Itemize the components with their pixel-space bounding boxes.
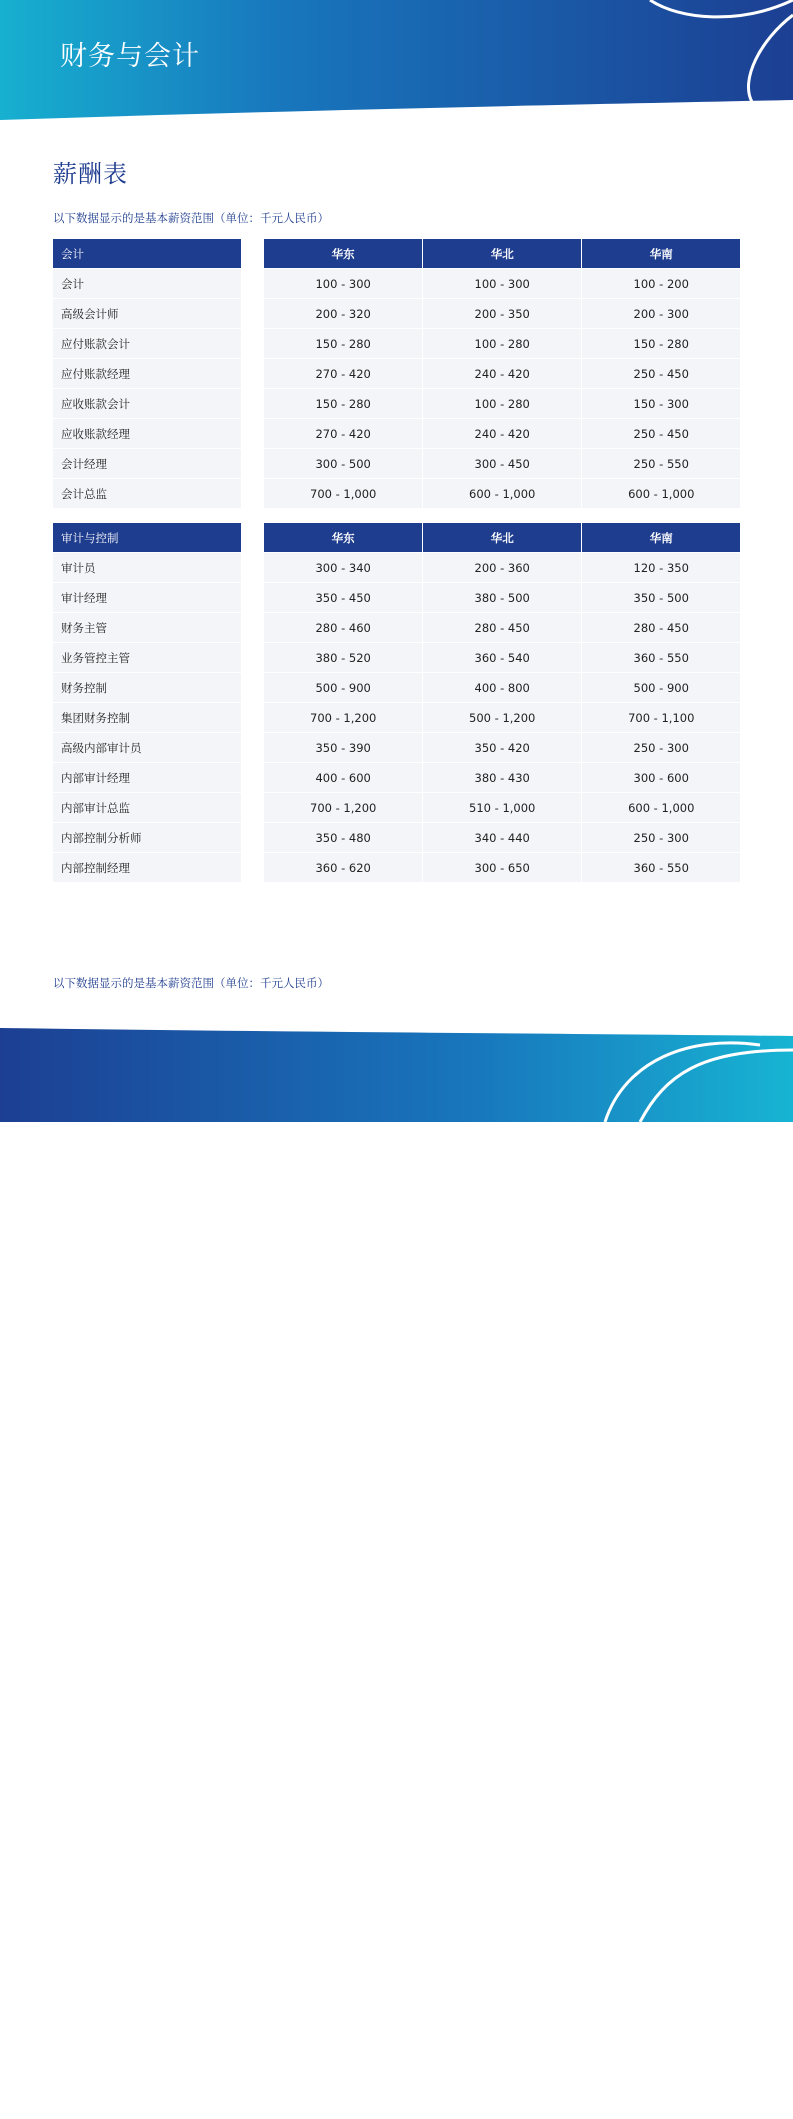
salary-east-cell: 700 - 1,200 [264,702,422,732]
salary-east-cell: 380 - 520 [264,642,422,672]
job-title-cell: 集团财务控制 [53,702,241,732]
salary-east-cell: 400 - 600 [264,762,422,792]
salary-south-cell: 250 - 450 [582,358,740,388]
job-title-cell: 审计员 [53,552,241,582]
table-row [53,822,740,852]
job-title-cell: 会计经理 [53,448,241,478]
column-header-north: 华北 [423,239,582,268]
table-row [53,612,740,642]
salary-table-accounting [53,239,740,508]
salary-north-cell: 100 - 280 [423,388,582,418]
table-row [53,732,740,762]
salary-south-cell: 500 - 900 [582,672,740,702]
job-title-cell: 财务控制 [53,672,241,702]
salary-north-cell: 240 - 420 [423,358,582,388]
salary-north-cell: 360 - 540 [423,642,582,672]
footer-banner [0,1020,793,2119]
salary-south-cell: 250 - 550 [582,448,740,478]
salary-north-cell: 100 - 280 [423,328,582,358]
job-title-cell: 会计总监 [53,478,241,508]
salary-north-cell: 200 - 360 [423,552,582,582]
job-title-cell: 应收账款会计 [53,388,241,418]
salary-east-cell: 700 - 1,200 [264,792,422,822]
table-row [53,448,740,478]
table-row [53,702,740,732]
salary-east-cell: 200 - 320 [264,298,422,328]
salary-east-cell: 270 - 420 [264,358,422,388]
job-title-cell: 审计经理 [53,582,241,612]
page-header-title: 财务与会计 [60,41,200,72]
table-row [53,268,740,298]
table-row [53,792,740,822]
salary-south-cell: 300 - 600 [582,762,740,792]
job-title-cell: 高级会计师 [53,298,241,328]
salary-east-cell: 150 - 280 [264,388,422,418]
salary-north-cell: 400 - 800 [423,672,582,702]
job-title-cell: 高级内部审计员 [53,732,241,762]
table-category-header: 审计与控制 [53,523,241,552]
salary-east-cell: 150 - 280 [264,328,422,358]
salary-north-cell: 240 - 420 [423,418,582,448]
job-title-cell: 内部审计经理 [53,762,241,792]
salary-east-cell: 350 - 450 [264,582,422,612]
table-row [53,418,740,448]
column-header-south: 华南 [582,523,740,552]
page-number: 15 [717,2103,735,2119]
job-title-cell: 内部审计总监 [53,792,241,822]
table-header-row [53,523,740,552]
table-row [53,672,740,702]
footer-wave-graphic [0,1020,793,1122]
salary-south-cell: 250 - 300 [582,732,740,762]
salary-south-cell: 250 - 450 [582,418,740,448]
salary-north-cell: 200 - 350 [423,298,582,328]
job-title-cell: 财务主管 [53,612,241,642]
job-title-cell: 业务管控主管 [53,642,241,672]
column-header-east: 华东 [264,239,422,268]
salary-north-cell: 600 - 1,000 [423,478,582,508]
table-row [53,852,740,882]
job-title-cell: 应收账款经理 [53,418,241,448]
job-title-cell: 应付账款经理 [53,358,241,388]
salary-east-cell: 360 - 620 [264,852,422,882]
table-row [53,388,740,418]
column-header-south: 华南 [582,239,740,268]
salary-note-bottom: 以下数据显示的是基本薪资范围（单位：千元人民币） [53,976,329,990]
salary-south-cell: 280 - 450 [582,612,740,642]
salary-south-cell: 120 - 350 [582,552,740,582]
salary-south-cell: 250 - 300 [582,822,740,852]
salary-north-cell: 300 - 450 [423,448,582,478]
table-category-header: 会计 [53,239,241,268]
salary-north-cell: 510 - 1,000 [423,792,582,822]
salary-south-cell: 600 - 1,000 [582,478,740,508]
salary-east-cell: 500 - 900 [264,672,422,702]
salary-east-cell: 300 - 340 [264,552,422,582]
michael-page-logo: MichaelPage [53,2074,232,2109]
salary-east-cell: 700 - 1,000 [264,478,422,508]
salary-south-cell: 150 - 280 [582,328,740,358]
table-row [53,478,740,508]
job-title-cell: 内部控制经理 [53,852,241,882]
table-header-row [53,239,740,268]
salary-east-cell: 100 - 300 [264,268,422,298]
salary-south-cell: 700 - 1,100 [582,702,740,732]
table-row [53,358,740,388]
salary-north-cell: 300 - 650 [423,852,582,882]
job-title-cell: 应付账款会计 [53,328,241,358]
job-title-cell: 内部控制分析师 [53,822,241,852]
header-banner [0,0,793,125]
salary-east-cell: 350 - 390 [264,732,422,762]
salary-south-cell: 360 - 550 [582,852,740,882]
table-row [53,298,740,328]
salary-north-cell: 500 - 1,200 [423,702,582,732]
salary-south-cell: 100 - 200 [582,268,740,298]
salary-south-cell: 200 - 300 [582,298,740,328]
salary-south-cell: 350 - 500 [582,582,740,612]
salary-east-cell: 350 - 480 [264,822,422,852]
job-title-cell: 会计 [53,268,241,298]
column-header-north: 华北 [423,523,582,552]
salary-north-cell: 100 - 300 [423,268,582,298]
table-row [53,582,740,612]
table-row [53,642,740,672]
table-row [53,328,740,358]
salary-east-cell: 270 - 420 [264,418,422,448]
salary-east-cell: 280 - 460 [264,612,422,642]
salary-north-cell: 380 - 500 [423,582,582,612]
salary-south-cell: 360 - 550 [582,642,740,672]
salary-north-cell: 340 - 440 [423,822,582,852]
salary-north-cell: 380 - 430 [423,762,582,792]
section-title: 薪酬表 [53,160,128,188]
table-row [53,552,740,582]
salary-north-cell: 280 - 450 [423,612,582,642]
salary-east-cell: 300 - 500 [264,448,422,478]
salary-north-cell: 350 - 420 [423,732,582,762]
table-row [53,762,740,792]
salary-south-cell: 150 - 300 [582,388,740,418]
salary-south-cell: 600 - 1,000 [582,792,740,822]
salary-note-top: 以下数据显示的是基本薪资范围（单位：千元人民币） [53,211,329,225]
salary-table-audit-control [53,523,740,882]
column-header-east: 华东 [264,523,422,552]
